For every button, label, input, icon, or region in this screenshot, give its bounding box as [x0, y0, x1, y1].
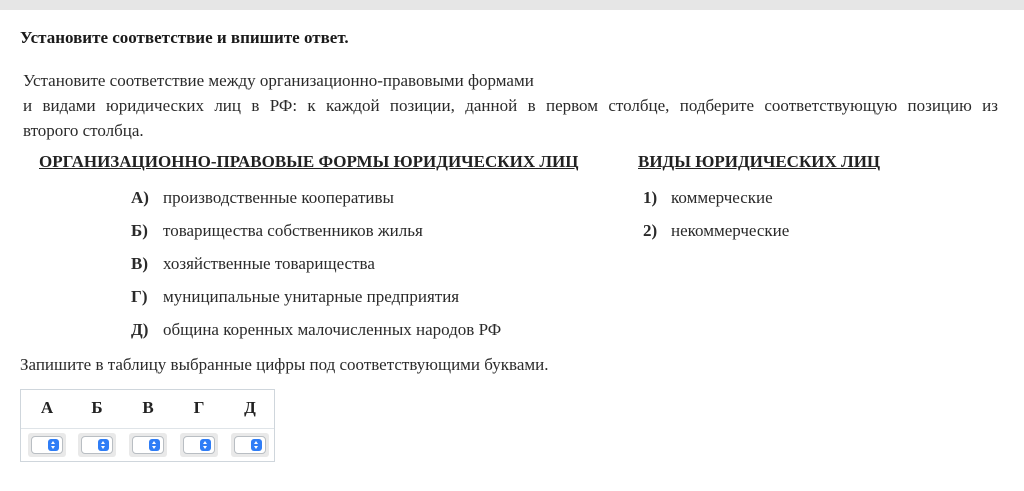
answer-column-a: А [40, 398, 54, 417]
answer-table-divider [21, 428, 274, 429]
answer-column-g: Г [193, 398, 205, 417]
task-text-line-3: второго столбца. [23, 121, 144, 140]
answer-instruction: Запишите в таблицу выбранные цифры под соответствующими буквами. [20, 355, 549, 374]
item-marker: А) [131, 188, 149, 207]
answer-table [20, 389, 275, 462]
task-text [23, 68, 998, 143]
select-arrows-icon[interactable] [149, 439, 160, 451]
item-text: коммерческие [671, 188, 773, 207]
select-box[interactable] [31, 436, 63, 454]
item-marker: Б) [131, 221, 148, 240]
select-arrows-icon[interactable] [98, 439, 109, 451]
select-arrows-icon[interactable] [200, 439, 211, 451]
item-text: производственные кооперативы [163, 188, 394, 207]
answer-column-d: Д [244, 398, 256, 417]
right-item-2 [643, 220, 789, 242]
left-item-v [131, 253, 375, 275]
answer-select-g[interactable] [180, 433, 218, 457]
left-item-g [131, 286, 459, 308]
answer-select-v[interactable] [129, 433, 167, 457]
right-column-header: ВИДЫ ЮРИДИЧЕСКИХ ЛИЦ [638, 152, 881, 171]
answer-select-a[interactable] [28, 433, 66, 457]
select-box[interactable] [132, 436, 164, 454]
item-marker: 2) [643, 221, 658, 240]
top-bar [0, 0, 1024, 10]
select-arrows-icon[interactable] [48, 439, 59, 451]
select-box[interactable] [183, 436, 215, 454]
answer-column-v: В [142, 398, 154, 417]
item-text: община коренных малочисленных народов РФ [163, 320, 502, 339]
task-text-line-2: и видами юридических лиц в РФ: к каждой позиции, данной в первом столбце, подберите соответствующую позицию из [23, 96, 998, 115]
item-marker: 1) [643, 188, 658, 207]
item-text: товарищества собственников жилья [163, 221, 423, 240]
left-item-d [131, 319, 501, 341]
left-item-a [131, 187, 394, 209]
task-text-line-1: Установите соответствие между организационно-правовыми формами [23, 71, 534, 90]
item-text: некоммерческие [671, 221, 790, 240]
left-column-header: ОРГАНИЗАЦИОННО-ПРАВОВЫЕ ФОРМЫ ЮРИДИЧЕСКИХ ЛИЦ [39, 152, 579, 171]
answer-select-d[interactable] [231, 433, 269, 457]
left-item-b [131, 220, 423, 242]
item-marker: В) [131, 254, 148, 273]
item-marker: Д) [131, 320, 149, 339]
item-text: хозяйственные товарищества [163, 254, 375, 273]
select-arrows-icon[interactable] [251, 439, 262, 451]
item-marker: Г) [131, 287, 148, 306]
answer-column-b: Б [91, 398, 103, 417]
answer-select-b[interactable] [78, 433, 116, 457]
item-text: муниципальные унитарные предприятия [163, 287, 460, 306]
right-item-1 [643, 187, 773, 209]
task-heading: Установите соответствие и впишите ответ. [20, 28, 349, 47]
select-box[interactable] [234, 436, 266, 454]
select-box[interactable] [81, 436, 113, 454]
